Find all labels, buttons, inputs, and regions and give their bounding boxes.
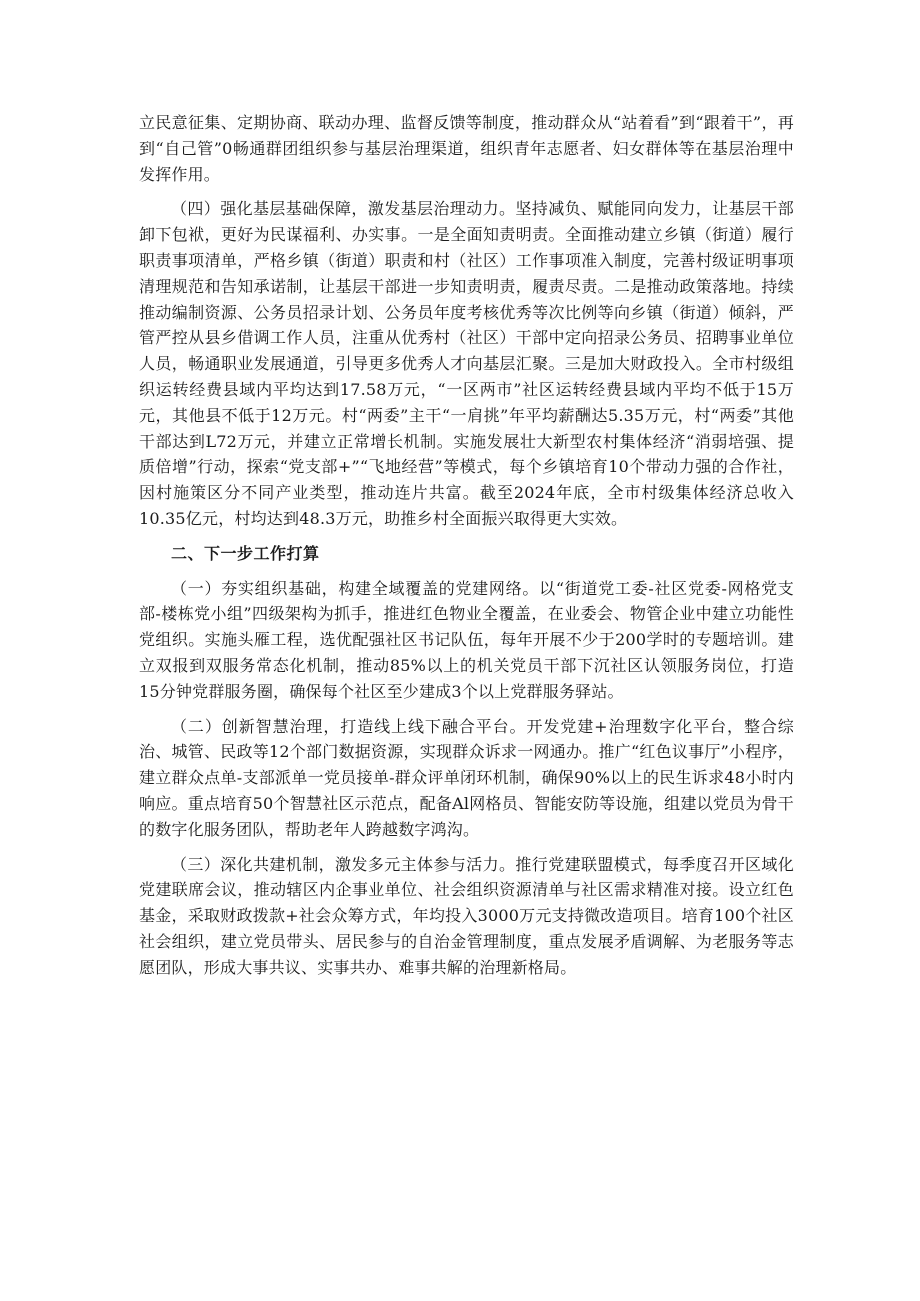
paragraph-plan-two: （二）创新智慧治理，打造线上线下融合平台。开发党建+治理数字化平台，整合综治、城管、民政等12个部门数据资源，实现群众诉求一网通办。推广“红色议事厅”小程序，建立群众点单-支部派单一党员接单-群众评单闭环机制，确保90%以上的民生诉求48小时内响应。重点培育50个智慧社区示范点，配备Al网格员、智能安防等设施，组建以党员为骨干的数字化服务团队，帮助老年人跨越数字鸿沟。 [139, 716, 794, 839]
document-body [139, 110, 794, 990]
section-heading-next-steps: 二、下一步工作打算 [171, 543, 320, 563]
paragraph-plan-one: （一）夯实组织基础，构建全域覆盖的党建网络。以“街道党工委-社区党委-网格党支部-楼栋党小组”四级架构为抓手，推进红色物业全覆盖，在业委会、物管企业中建立功能性党组织。实施头雁工程，选优配强社区书记队伍，每年开展不少于200学时的专题培训。建立双报到双服务常态化机制，推动85%以上的机关党员干部下沉社区认领服务岗位，打造15分钟党群服务圈，确保每个社区至少建成3个以上党群服务驿站。 [139, 578, 794, 701]
paragraph-continuation: 立民意征集、定期协商、联动办理、监督反馈等制度，推动群众从“站着看”到“跟着干”，再到“自己管”0畅通群团组织参与基层治理渠道，组织青年志愿者、妇女群体等在基层治理中发挥作用。 [139, 113, 794, 184]
paragraph-section-four: （四）强化基层基础保障，激发基层治理动力。坚持减负、赋能同向发力，让基层干部卸下包袱，更好为民谋福利、办实事。一是全面知责明责。全面推动建立乡镇（街道）履行职责事项清单，严格乡镇（街道）职责和村（社区）工作事项准入制度，完善村级证明事项清理规范和告知承诺制，让基层干部进一步知责明责，履责尽责。二是推动政策落地。持续推动编制资源、公务员招录计划、公务员年度考核优秀等次比例等向乡镇（街道）倾斜，严管严控从县乡借调工作人员，注重从优秀村（社区）干部中定向招录公务员、招聘事业单位人员，畅通职业发展通道，引导更多优秀人才向基层汇聚。三是加大财政投入。全市村级组织运转经费县域内平均达到17.58万元，“一区两市”社区运转经费县域内平均不低于15万元，其他县不低于12万元。村“两委”主干“一肩挑”年平均薪酬达5.35万元，村“两委”其他干部达到L72万元，并建立正常增长机制。实施发展壮大新型农村集体经济“消弱培强、提质倍增”行动，探索“党支部+”“飞地经营”等模式，每个乡镇培育10个带动力强的合作社，因村施策区分不同产业类型，推动连片共富。截至2024年底，全市村级集体经济总收入10.35亿元，村均达到48.3万元，助推乡村全面振兴取得更大实效。 [139, 199, 794, 528]
paragraph-plan-three: （三）深化共建机制，激发多元主体参与活力。推行党建联盟模式，每季度召开区域化党建联席会议，推动辖区内企事业单位、社会组织资源清单与社区需求精准对接。设立红色基金，采取财政拨款+社会众筹方式，年均投入3000万元支持微改造项目。培育100个社区社会组织，建立党员带头、居民参与的自治金管理制度，重点发展矛盾调解、为老服务等志愿团队，形成大事共议、实事共办、难事共解的治理新格局。 [139, 854, 794, 977]
